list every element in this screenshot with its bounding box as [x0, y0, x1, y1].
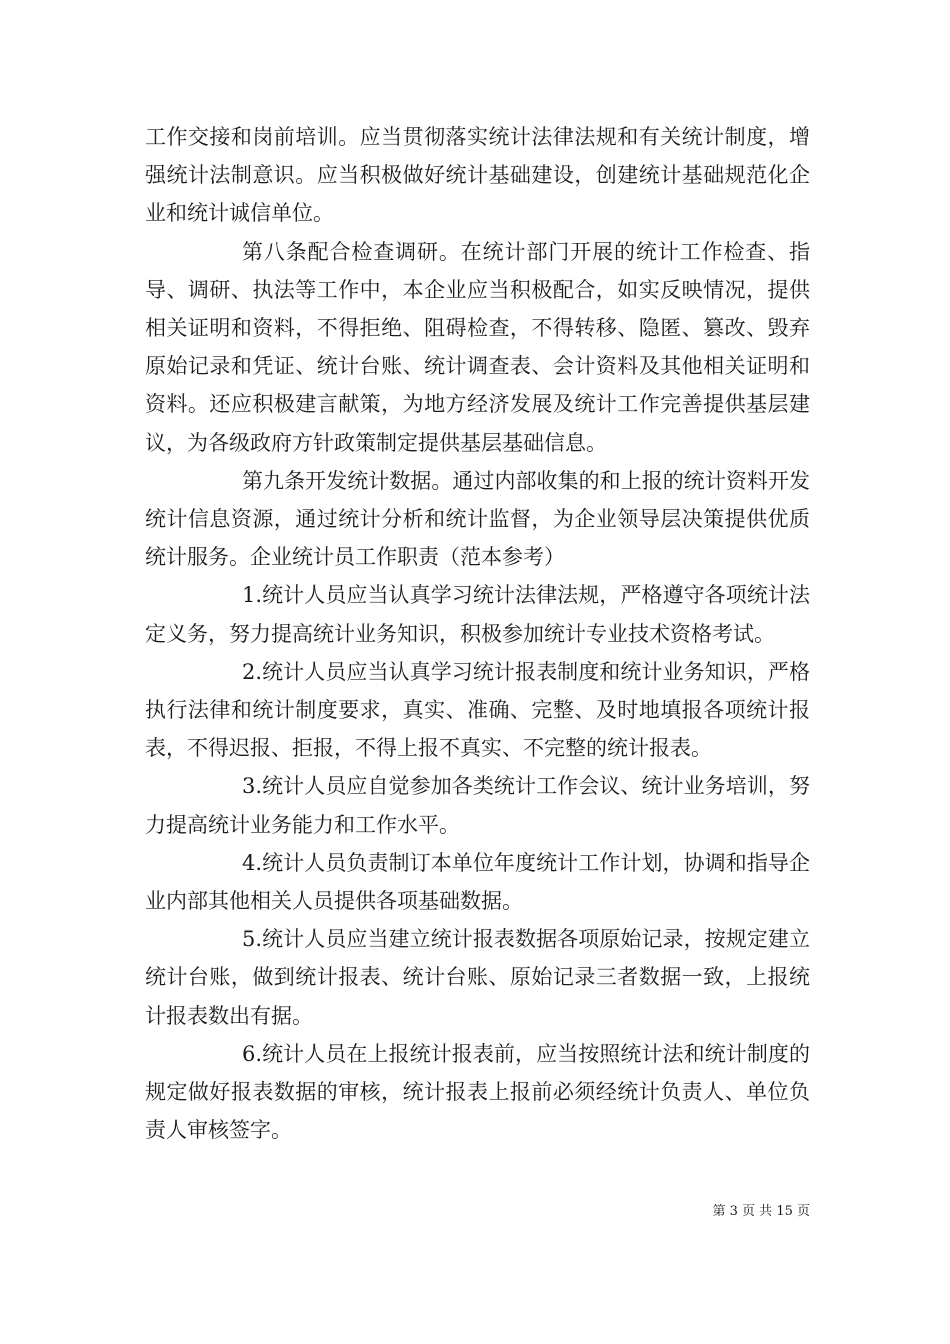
page-number-label: 第 3 页 共 15 页 — [712, 1204, 810, 1219]
document-body — [145, 118, 810, 1149]
page-number-footer — [660, 1200, 810, 1219]
paragraph-duty-2: 2.统计人员应当认真学习统计报表制度和统计业务知识，严格执行法律和统计制度要求，真实、准确、完整、及时地填报各项统计报表，不得迟报、拒报，不得上报不真实、不完整的统计报表。 — [145, 659, 810, 761]
paragraph-duty-6: 6.统计人员在上报统计报表前，应当按照统计法和统计制度的规定做好报表数据的审核，统计报表上报前必须经统计负责人、单位负责人审核签字。 — [145, 1041, 810, 1143]
paragraph-duty-3: 3.统计人员应自觉参加各类统计工作会议、统计业务培训，努力提高统计业务能力和工作水平。 — [145, 774, 810, 837]
paragraph-article-8: 第八条配合检查调研。在统计部门开展的统计工作检查、指导、调研、执法等工作中，本企业应当积极配合，如实反映情况，提供相关证明和资料，不得拒绝、阻碍检查，不得转移、隐匿、篡改、毁弃原始记录和凭证、统计台账、统计调查表、会计资料及其他相关证明和资料。还应积极建言献策，为地方经济发展及统计工作完善提供基层建议，为各级政府方针政策制定提供基层基础信息。 — [145, 239, 810, 455]
paragraph-duty-1: 1.统计人员应当认真学习统计法律法规，严格遵守各项统计法定义务，努力提高统计业务知识，积极参加统计专业技术资格考试。 — [145, 583, 810, 646]
paragraph-article-9: 第九条开发统计数据。通过内部收集的和上报的统计资料开发统计信息资源，通过统计分析和统计监督，为企业领导层决策提供优质统计服务。企业统计员工作职责（范本参考） — [145, 468, 810, 570]
paragraph-duty-4: 4.统计人员负责制订本单位年度统计工作计划，协调和指导企业内部其他相关人员提供各项基础数据。 — [145, 850, 810, 914]
paragraph-duty-5: 5.统计人员应当建立统计报表数据各项原始记录，按规定建立统计台账，做到统计报表、统计台账、原始记录三者数据一致，上报统计报表数出有据。 — [145, 927, 810, 1028]
paragraph-continuation: 工作交接和岗前培训。应当贯彻落实统计法律法规和有关统计制度，增强统计法制意识。应当积极做好统计基础建设，创建统计基础规范化企业和统计诚信单位。 — [145, 125, 810, 226]
